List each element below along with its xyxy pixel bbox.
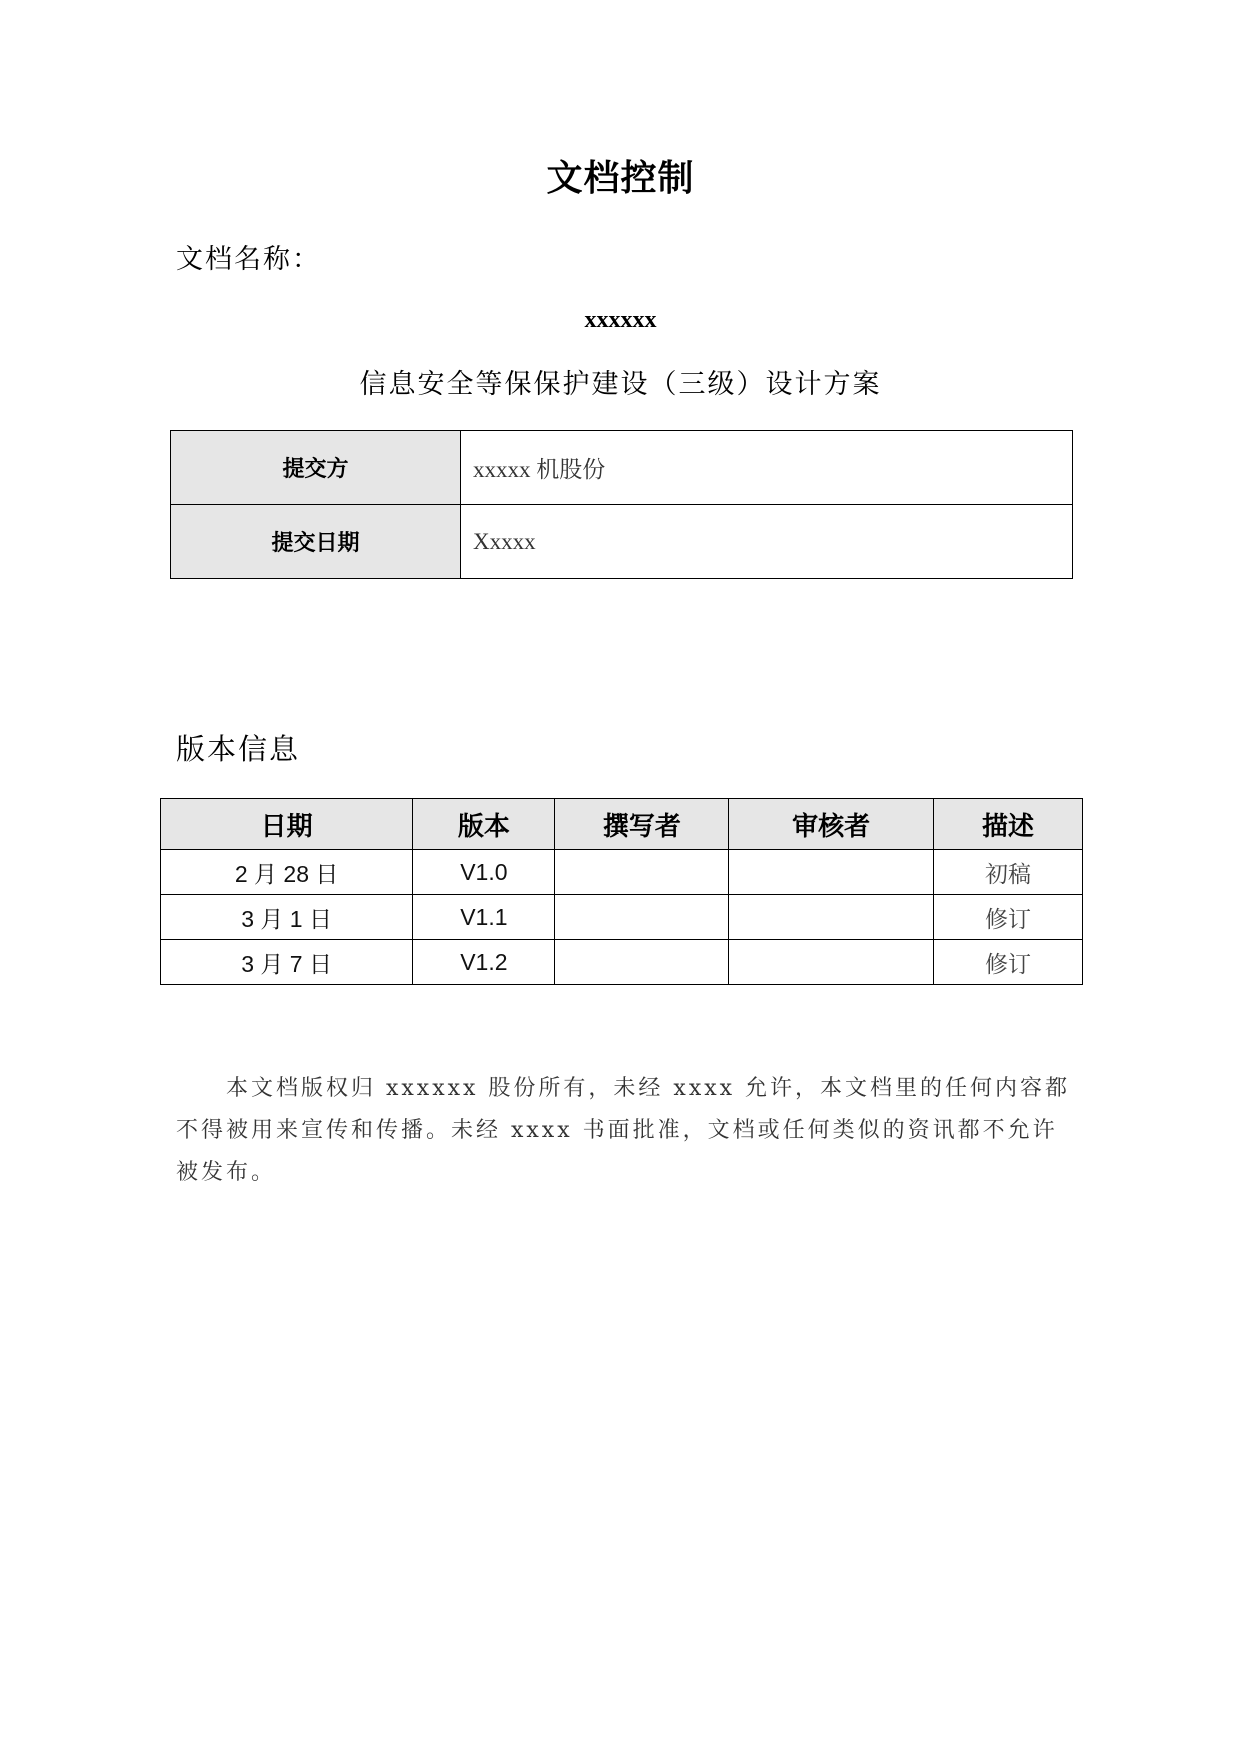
document-name-line-1: xxxxxx <box>584 307 657 333</box>
cell-author <box>555 895 729 940</box>
document-name-line-2: 信息安全等保保护建设（三级）设计方案 <box>359 369 882 400</box>
cell-version: V1.0 <box>413 850 555 895</box>
cell-version: V1.2 <box>413 940 555 985</box>
cell-description: 修订 <box>933 940 1082 985</box>
cell-author <box>555 940 729 985</box>
cell-description: 初稿 <box>933 850 1082 895</box>
submitter-label: 提交方 <box>171 431 461 505</box>
cell-reviewer <box>729 895 934 940</box>
cell-version: V1.1 <box>413 895 555 940</box>
document-name-label: 文档名称： <box>176 244 321 275</box>
cell-reviewer <box>729 850 934 895</box>
cell-date: 3 月 1 日 <box>161 895 413 940</box>
cell-reviewer <box>729 940 934 985</box>
column-header-reviewer: 审核者 <box>729 799 934 850</box>
submission-date-label: 提交日期 <box>171 505 461 579</box>
copyright-notice: 本文档版权归 xxxxxx 股份所有，未经 xxxx 允许，本文档里的任何内容都不得被用来宣传和传播。未经 xxxx 书面批准，文档或任何类似的资讯都不允许被发布。 <box>176 1076 1071 1185</box>
version-history-table <box>160 798 1083 985</box>
table-row <box>161 940 1083 985</box>
table-header-row <box>161 799 1083 850</box>
submission-date-value: Xxxxx <box>461 505 1073 579</box>
submitter-value: xxxxx 机股份 <box>461 431 1073 505</box>
column-header-date: 日期 <box>161 799 413 850</box>
table-row <box>171 431 1073 505</box>
table-row <box>161 850 1083 895</box>
column-header-description: 描述 <box>933 799 1082 850</box>
cell-author <box>555 850 729 895</box>
table-row <box>161 895 1083 940</box>
cell-description: 修订 <box>933 895 1082 940</box>
page-title: 文档控制 <box>546 158 695 199</box>
table-row <box>171 505 1073 579</box>
submission-info-table <box>170 430 1073 579</box>
column-header-version: 版本 <box>413 799 555 850</box>
version-info-heading: 版本信息 <box>176 732 301 766</box>
column-header-author: 撰写者 <box>555 799 729 850</box>
cell-date: 3 月 7 日 <box>161 940 413 985</box>
cell-date: 2 月 28 日 <box>161 850 413 895</box>
